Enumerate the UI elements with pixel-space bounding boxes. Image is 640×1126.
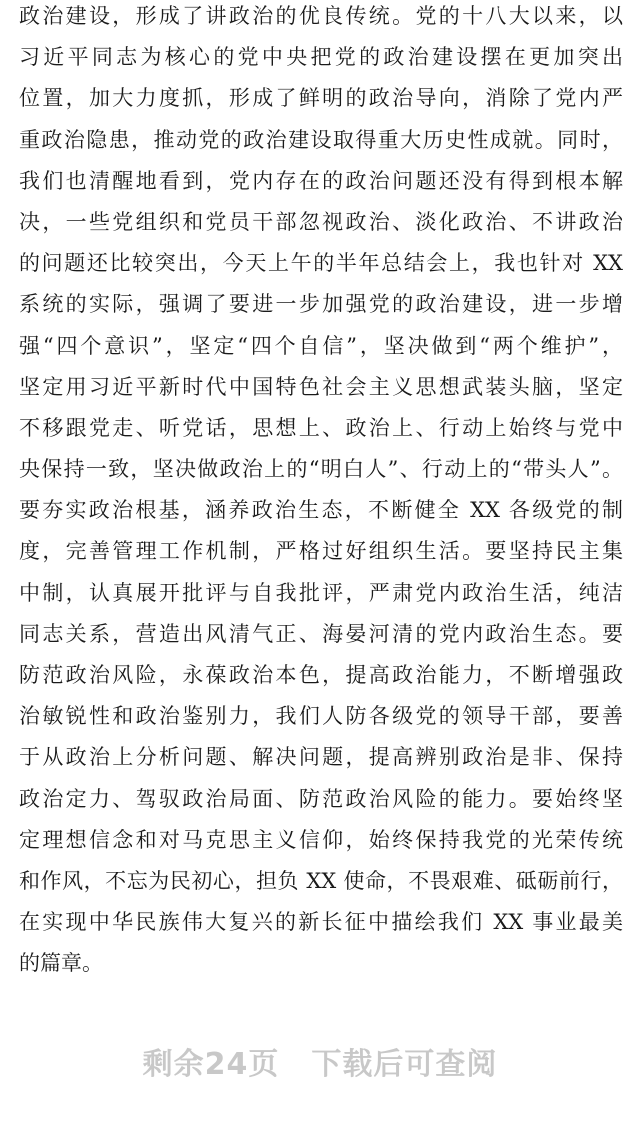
text-line: 不移跟党走、听党话，思想上、政治上、行动上始终与党中 <box>19 415 623 440</box>
text-line: 系统的实际，强调了要进一步加强党的政治建设，进一步增 <box>19 292 623 317</box>
text-line: 政治建设，形成了讲政治的优良传统。党的十八大以来，以 <box>19 4 623 28</box>
text-line: 定理想信念和对马克思主义信仰，始终保持我党的光荣传统 <box>19 827 623 852</box>
text-line: 我们也清醒地看到，党内存在的政治问题还没有得到根本解 <box>19 168 623 193</box>
text-line: 度，完善管理工作机制，严格过好组织生活。要坚持民主集 <box>19 539 623 564</box>
text-line: 的篇章。 <box>19 951 103 976</box>
text-line: 于从政治上分析问题、解决问题，提高辨别政治是非、保持 <box>19 745 623 770</box>
text-line: 决，一些党组织和党员干部忽视政治、淡化政治、不讲政治 <box>19 209 623 234</box>
download-prompt[interactable] <box>0 1040 640 1090</box>
text-line: 坚定用习近平新时代中国特色社会主义思想武装头脑，坚定 <box>19 374 623 399</box>
text-line: 的问题还比较突出，今天上午的半年总结会上，我也针对 XX <box>19 251 623 276</box>
text-line: 央保持一致，坚决做政治上的“明白人”、行动上的“带头人”。 <box>19 457 623 482</box>
text-line: 习近平同志为核心的党中央把党的政治建设摆在更加突出 <box>19 45 623 70</box>
text-line: 强“四个意识”，坚定“四个自信”，坚决做到“两个维护”， <box>19 333 623 358</box>
text-line: 中制，认真展开批评与自我批评，严肃党内政治生活，纯洁 <box>19 580 623 605</box>
text-line: 政治定力、驾驭政治局面、防范政治风险的能力。要始终坚 <box>19 786 623 811</box>
text-line: 和作风，不忘为民初心，担负 XX 使命，不畏艰难、砥砺前行， <box>19 868 623 893</box>
text-line: 防范政治风险，永葆政治本色，提高政治能力，不断增强政 <box>19 663 623 687</box>
text-line: 重政治隐患，推动党的政治建设取得重大历史性成就。同时， <box>19 127 623 152</box>
text-line: 要夯实政治根基，涵养政治生态，不断健全 XX 各级党的制 <box>19 498 623 523</box>
text-line: 在实现中华民族伟大复兴的新长征中描绘我们 XX 事业最美 <box>19 910 623 935</box>
remaining-pages-label: 剩余24页 <box>142 1047 280 1082</box>
text-line: 位置，加大力度抓，形成了鲜明的政治导向，消除了党内严 <box>19 86 623 111</box>
body-text <box>19 0 623 985</box>
text-line: 治敏锐性和政治鉴别力，我们人防各级党的领导干部，要善 <box>19 704 623 729</box>
text-line: 同志关系，营造出风清气正、海晏河清的党内政治生态。要 <box>19 621 623 646</box>
download-to-view-label: 下载后可查阅 <box>311 1047 498 1082</box>
